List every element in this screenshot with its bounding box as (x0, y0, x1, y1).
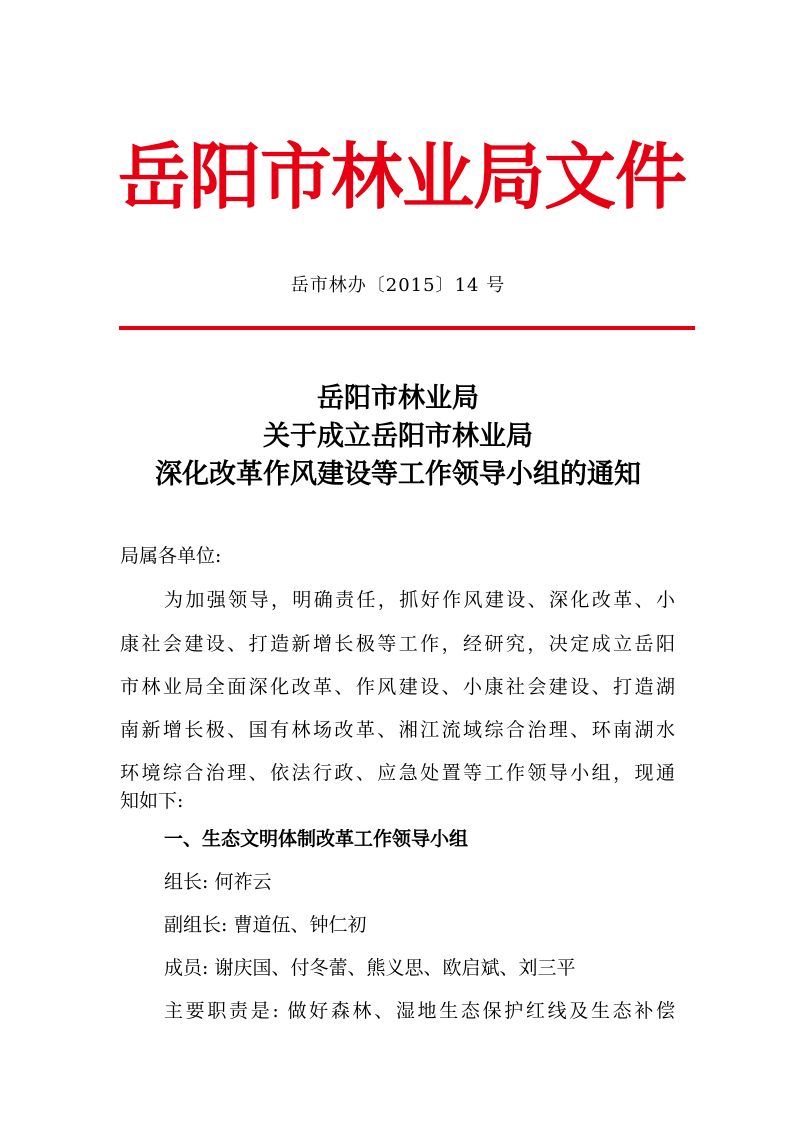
paragraph-line: 环境综合治理、依法行政、应急处置等工作领导小组，现通 (120, 762, 675, 784)
group-deputy-leader: 副组长: 曹道伍、钟仁初 (164, 914, 367, 936)
paragraph-line: 市林业局全面深化改革、作风建设、小康社会建设、打造湖 (120, 676, 675, 698)
section-heading: 一、生态文明体制改革工作领导小组 (164, 828, 469, 850)
notice-title-line-2: 关于成立岳阳市林业局 (263, 421, 533, 452)
group-leader: 组长: 何祚云 (164, 871, 272, 893)
document-number: 岳市林办〔2015〕14 号 (290, 275, 506, 296)
notice-title (100, 380, 696, 494)
paragraph-line: 康社会建设、打造新增长极等工作，经研究，决定成立岳阳 (120, 633, 675, 655)
red-divider-line (119, 326, 695, 330)
document-masthead: 岳阳市林业局文件 (118, 134, 687, 219)
paragraph-line: 知如下: (120, 790, 184, 812)
salutation: 局属各单位: (120, 545, 222, 567)
group-duties: 主要职责是: 做好森林、湿地生态保护红线及生态补偿 (164, 1000, 675, 1022)
notice-title-line-3: 深化改革作风建设等工作领导小组的通知 (155, 459, 641, 490)
group-members: 成员: 谢庆国、付冬蕾、熊义思、欧启斌、刘三平 (164, 957, 576, 979)
paragraph-line: 南新增长极、国有林场改革、湘江流域综合治理、环南湖水 (120, 719, 675, 741)
paragraph-line: 为加强领导，明确责任，抓好作风建设、深化改革、小 (164, 589, 675, 611)
notice-title-line-1: 岳阳市林业局 (317, 383, 479, 414)
